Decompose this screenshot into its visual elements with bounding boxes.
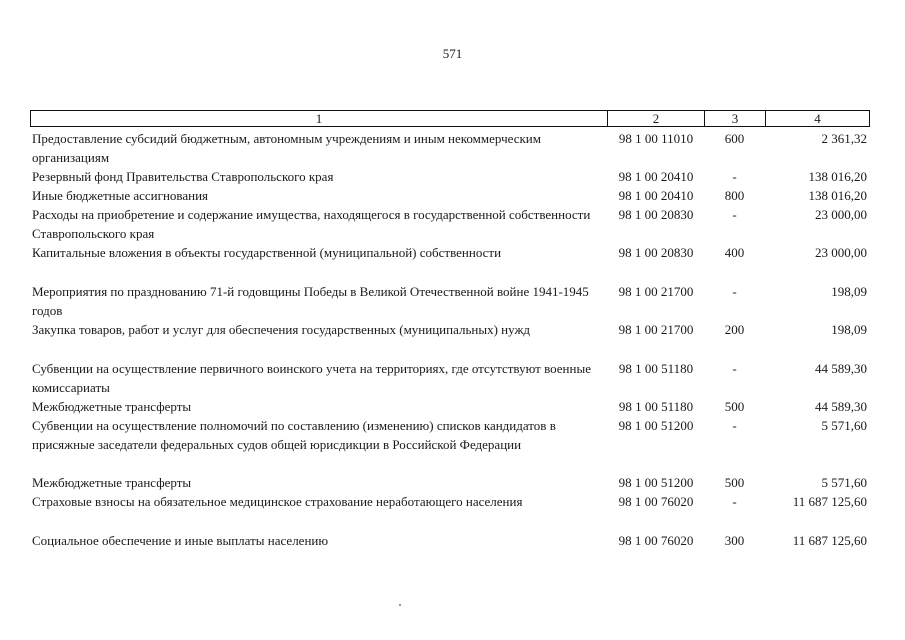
- row-description: Мероприятия по празднованию 71-й годовщины Победы в Великой Отечественной войне 1941-1945 годов: [32, 284, 589, 318]
- row-description: Межбюджетные трансферты: [32, 399, 192, 414]
- row-amount: 23 000,00: [815, 207, 867, 222]
- row-amount: 198,09: [831, 322, 867, 337]
- row-description: Предоставление субсидий бюджетным, автономным учреждениям и иным некоммерческим организациям: [32, 131, 541, 165]
- row-description: Резервный фонд Правительства Ставропольского края: [32, 169, 334, 184]
- row-expense-type: 500: [724, 475, 745, 490]
- row-amount: 11 687 125,60: [792, 494, 867, 509]
- row-description: Субвенции на осуществление полномочий по составлению (изменению) списков кандидатов в присяжные заседатели федеральных судов общей юрисдикции в Российской Федерации: [32, 418, 556, 452]
- row-expense-type: 600: [724, 131, 745, 146]
- row-amount: 5 571,60: [821, 475, 867, 490]
- header-col-2: 2: [607, 110, 705, 127]
- row-code: 98 1 00 51180: [618, 399, 694, 414]
- row-expense-type: -: [732, 169, 737, 184]
- row-code: 98 1 00 76020: [618, 533, 694, 548]
- row-amount: 5 571,60: [821, 418, 867, 433]
- header-col-1: 1: [30, 110, 608, 127]
- row-amount: 11 687 125,60: [792, 533, 867, 548]
- row-description: Расходы на приобретение и содержание имущества, находящегося в государственной собственности Ставропольского края: [32, 207, 591, 241]
- row-code: 98 1 00 20410: [618, 188, 694, 203]
- row-amount: 2 361,32: [821, 131, 867, 146]
- row-amount: 138 016,20: [808, 169, 867, 184]
- row-expense-type: -: [732, 418, 737, 433]
- header-col-3: 3: [704, 110, 766, 127]
- row-code: 98 1 00 21700: [618, 284, 694, 299]
- row-code: 98 1 00 51200: [618, 418, 694, 433]
- row-expense-type: -: [732, 494, 737, 509]
- row-code: 98 1 00 20830: [618, 245, 694, 260]
- row-description: Капитальные вложения в объекты государственной (муниципальной) собственности: [32, 245, 502, 260]
- row-expense-type: -: [732, 284, 737, 299]
- row-amount: 138 016,20: [808, 188, 867, 203]
- row-expense-type: 400: [724, 245, 745, 260]
- row-code: 98 1 00 21700: [618, 322, 694, 337]
- header-col-4: 4: [765, 110, 870, 127]
- row-amount: 44 589,30: [815, 399, 867, 414]
- row-code: 98 1 00 11010: [618, 131, 694, 146]
- row-expense-type: 200: [724, 322, 745, 337]
- row-code: 98 1 00 76020: [618, 494, 694, 509]
- row-expense-type: -: [732, 207, 737, 222]
- row-amount: 198,09: [831, 284, 867, 299]
- row-description: Субвенции на осуществление первичного воинского учета на территориях, где отсутствуют военные комиссариаты: [32, 361, 591, 395]
- row-code: 98 1 00 20410: [618, 169, 694, 184]
- row-description: Социальное обеспечение и иные выплаты населению: [32, 533, 329, 548]
- row-description: Страховые взносы на обязательное медицинское страхование неработающего населения: [32, 494, 523, 509]
- page-number: 571: [442, 46, 463, 61]
- row-description: Иные бюджетные ассигнования: [32, 188, 209, 203]
- row-amount: 23 000,00: [815, 245, 867, 260]
- row-expense-type: 800: [724, 188, 745, 203]
- row-expense-type: 500: [724, 399, 745, 414]
- row-expense-type: -: [732, 361, 737, 376]
- row-description: Закупка товаров, работ и услуг для обеспечения государственных (муниципальных) нужд: [32, 322, 531, 337]
- row-code: 98 1 00 51180: [618, 361, 694, 376]
- row-description: Межбюджетные трансферты: [32, 475, 192, 490]
- row-code: 98 1 00 20830: [618, 207, 694, 222]
- scan-speck: [399, 604, 401, 606]
- row-amount: 44 589,30: [815, 361, 867, 376]
- row-code: 98 1 00 51200: [618, 475, 694, 490]
- row-expense-type: 300: [724, 533, 745, 548]
